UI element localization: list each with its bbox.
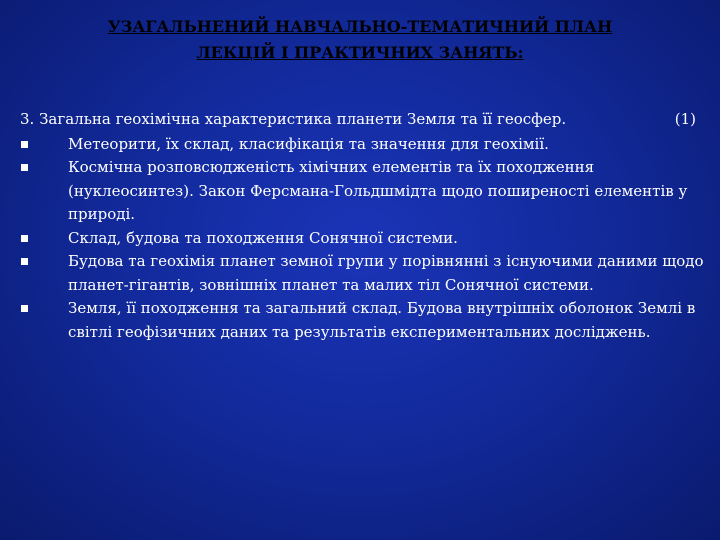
list-item-text: Земля, її походження та загальний склад. Будова внутрішніх оболонок Землі в світлі геофізичних даних та результатів експериментальних досліджень.: [68, 299, 696, 341]
topic-text: 3. Загальна геохімічна характеристика планети Земля та її геосфер.: [20, 110, 567, 128]
square-bullet-icon: [21, 258, 28, 265]
topic-heading: [20, 108, 710, 132]
square-bullet-icon: [21, 164, 28, 171]
list-item: [20, 227, 710, 251]
list-item: [20, 156, 710, 227]
slide-title: [0, 14, 720, 66]
list-item: [20, 133, 710, 157]
list-item-text: Метеорити, їх склад, класифікація та значення для геохімії.: [68, 134, 549, 153]
square-bullet-icon: [21, 235, 28, 242]
topic-hours: (1): [674, 110, 696, 128]
list-item: [20, 297, 710, 344]
slide-content: [20, 108, 710, 344]
square-bullet-icon: [21, 305, 28, 312]
list-item: [20, 250, 710, 297]
list-item-text: Будова та геохімія планет земної групи у порівнянні з існуючими даними щодо планет-гігантів, зовнішніх планет та малих тіл Сонячної системи.: [68, 252, 704, 294]
list-item-text: Космічна розповсюдженість хімічних елементів та їх походження (нуклеосинтез). Закон Ферсмана-Гольдшмідта щодо поширеності елементів у природі.: [68, 158, 688, 223]
title-line-1: УЗАГАЛЬНЕНИЙ НАВЧАЛЬНО-ТЕМАТИЧНИЙ ПЛАН: [107, 17, 613, 36]
list-item-text: Склад, будова та походження Сонячної системи.: [68, 228, 458, 247]
square-bullet-icon: [21, 141, 28, 148]
topic-item-list: [20, 133, 710, 345]
title-line-2: ЛЕКЦІЙ І ПРАКТИЧНИХ ЗАНЯТЬ:: [196, 43, 524, 62]
